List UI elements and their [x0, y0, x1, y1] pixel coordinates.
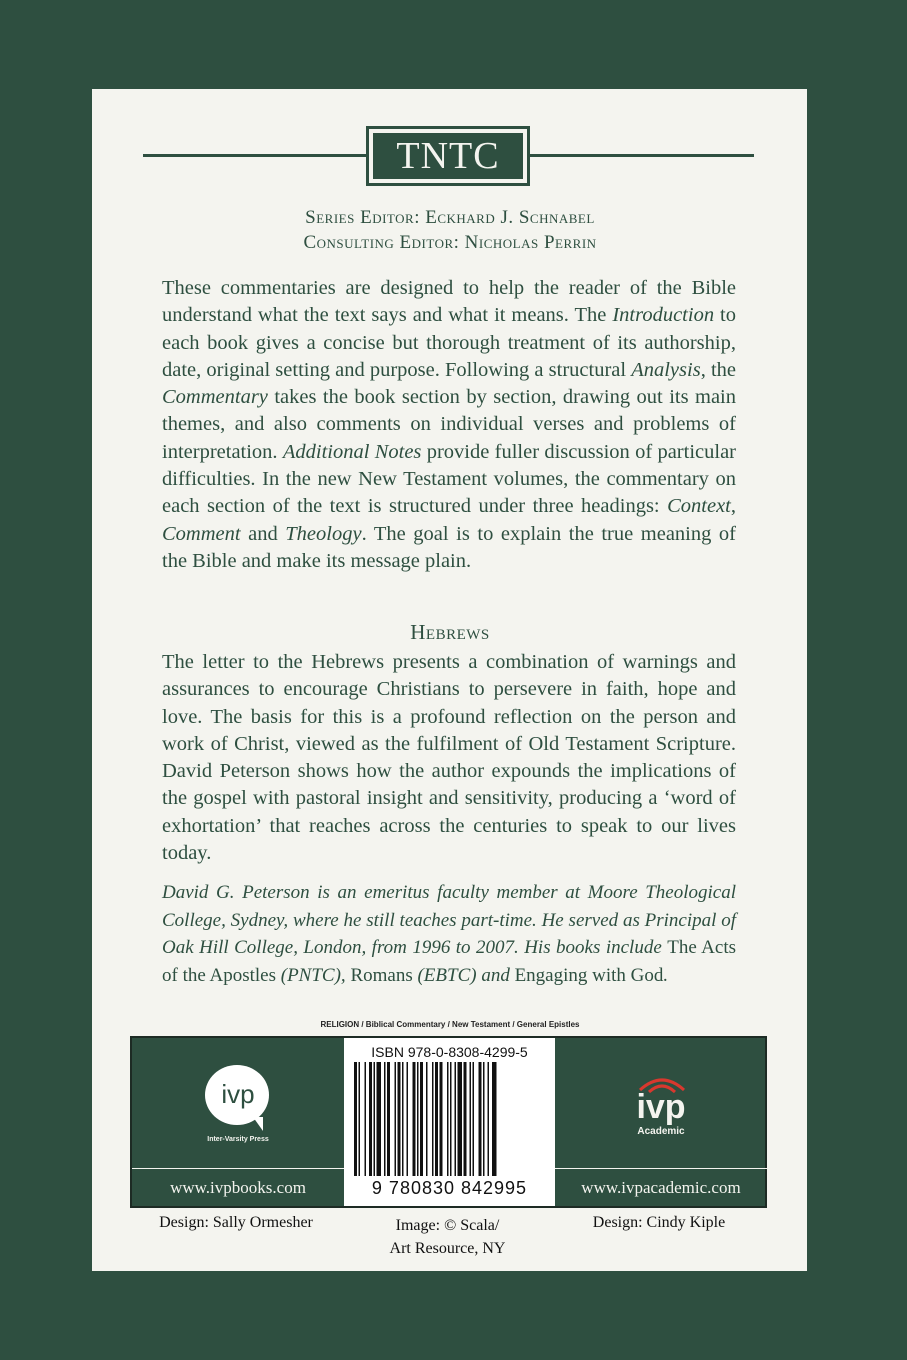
bio-text: (PNTC), — [276, 964, 351, 986]
bio-book-title: Engaging with God — [514, 964, 664, 986]
design-credit-right: Design: Cindy Kiple — [592, 1214, 726, 1231]
design-credit-left: Design: Sally Ormesher — [159, 1214, 313, 1231]
ivpacademic-url: www.ivpacademic.com — [581, 1178, 741, 1197]
isbn-label: ISBN 978-0-8308-4299-5 — [371, 1044, 528, 1060]
intro-text: These commentaries are designed to help the reader of the Bible understand what the text says and what it means. The — [162, 277, 736, 327]
intro-text: , the — [700, 358, 736, 381]
ivp-logo-text: ivp — [221, 1079, 255, 1109]
divider — [132, 1168, 344, 1169]
category-line: RELIGION / Biblical Commentary / New Testament / General Epistles — [320, 1020, 580, 1029]
bio-book-title: Romans — [350, 964, 413, 986]
header-rule-left — [143, 154, 368, 157]
book-description: The letter to the Hebrews presents a combination of warnings and assurances to encourage Christians to persevere in faith, hope and love. The basis for this is a profound reflection on the person and work of Christ, viewed as the fulfilment of Old Testament Scripture. David Peterson shows how the author expounds the implications of the gospel with pastoral insight and sensitivity, producing a ‘word of exhortation’ that reaches across the centuries to speak to our lives today. — [162, 651, 736, 865]
intro-emphasis: Commentary — [162, 386, 268, 409]
series-logo — [366, 126, 530, 186]
publisher-barcode-block — [130, 1036, 767, 1208]
intro-text: . The goal is to explain the true meaning of the Bible and make its message plain. — [162, 522, 736, 572]
barcode-icon — [354, 1062, 544, 1176]
series-logo-text: TNTC — [373, 133, 523, 179]
ivp-academic-caption: Academic — [637, 1126, 685, 1137]
intro-emphasis: Comment — [162, 522, 241, 545]
intro-emphasis: Analysis — [631, 358, 701, 381]
consulting-editor: Consulting Editor: Nicholas Perrin — [303, 232, 597, 253]
series-description — [162, 275, 736, 575]
ivpbooks-url: www.ivpbooks.com — [170, 1178, 306, 1197]
intro-text: to each book gives a concise but thorough treatment of its authorship, date, original setting and purpose. Following a structural — [162, 304, 736, 381]
image-credit — [342, 1214, 553, 1260]
barcode-number: 9 780830 842995 — [371, 1178, 528, 1198]
intro-text: , — [730, 495, 736, 518]
image-credit-line: Art Resource, NY — [389, 1240, 506, 1257]
bio-book-title: The Acts of the Apostles — [162, 937, 736, 986]
intro-text: takes the book section by section, drawing out its main themes, and also comments on individual verses and problems of interpretation. — [162, 386, 736, 463]
ivp-academic-logo-text: ivp — [636, 1088, 686, 1126]
book-heading: Hebrews — [410, 620, 490, 644]
intro-emphasis: Introduction — [612, 304, 715, 327]
ivp-caption: Inter-Varsity Press — [207, 1136, 269, 1143]
intro-text: provide fuller discussion of particular difficulties. In the new New Testament volumes, the commentary on each section of the text is structured under three headings: — [162, 440, 736, 518]
intro-emphasis: Additional Notes — [282, 440, 422, 463]
divider — [555, 1168, 767, 1169]
bio-text: David G. Peterson is an emeritus faculty member at Moore Theological College, Sydney, where he still teaches part-time. He served as Principal of Oak Hill College, London, from 1996 to 2007. His books include — [162, 882, 736, 958]
ivp-publisher-panel — [132, 1038, 344, 1206]
series-editor: Series Editor: Eckhard J. Schnabel — [305, 207, 595, 228]
image-credit-line: Image: © Scala/ — [395, 1217, 500, 1234]
intro-emphasis: Theology — [285, 522, 362, 545]
bio-text: . — [663, 964, 669, 986]
barcode-panel — [344, 1038, 555, 1206]
intro-emphasis: Context — [667, 495, 731, 518]
bio-text: (EBTC) and — [412, 964, 515, 986]
author-bio — [162, 879, 736, 989]
intro-text: and — [240, 522, 286, 545]
ivp-academic-publisher-panel — [555, 1038, 767, 1206]
header-rule-right — [530, 154, 754, 157]
